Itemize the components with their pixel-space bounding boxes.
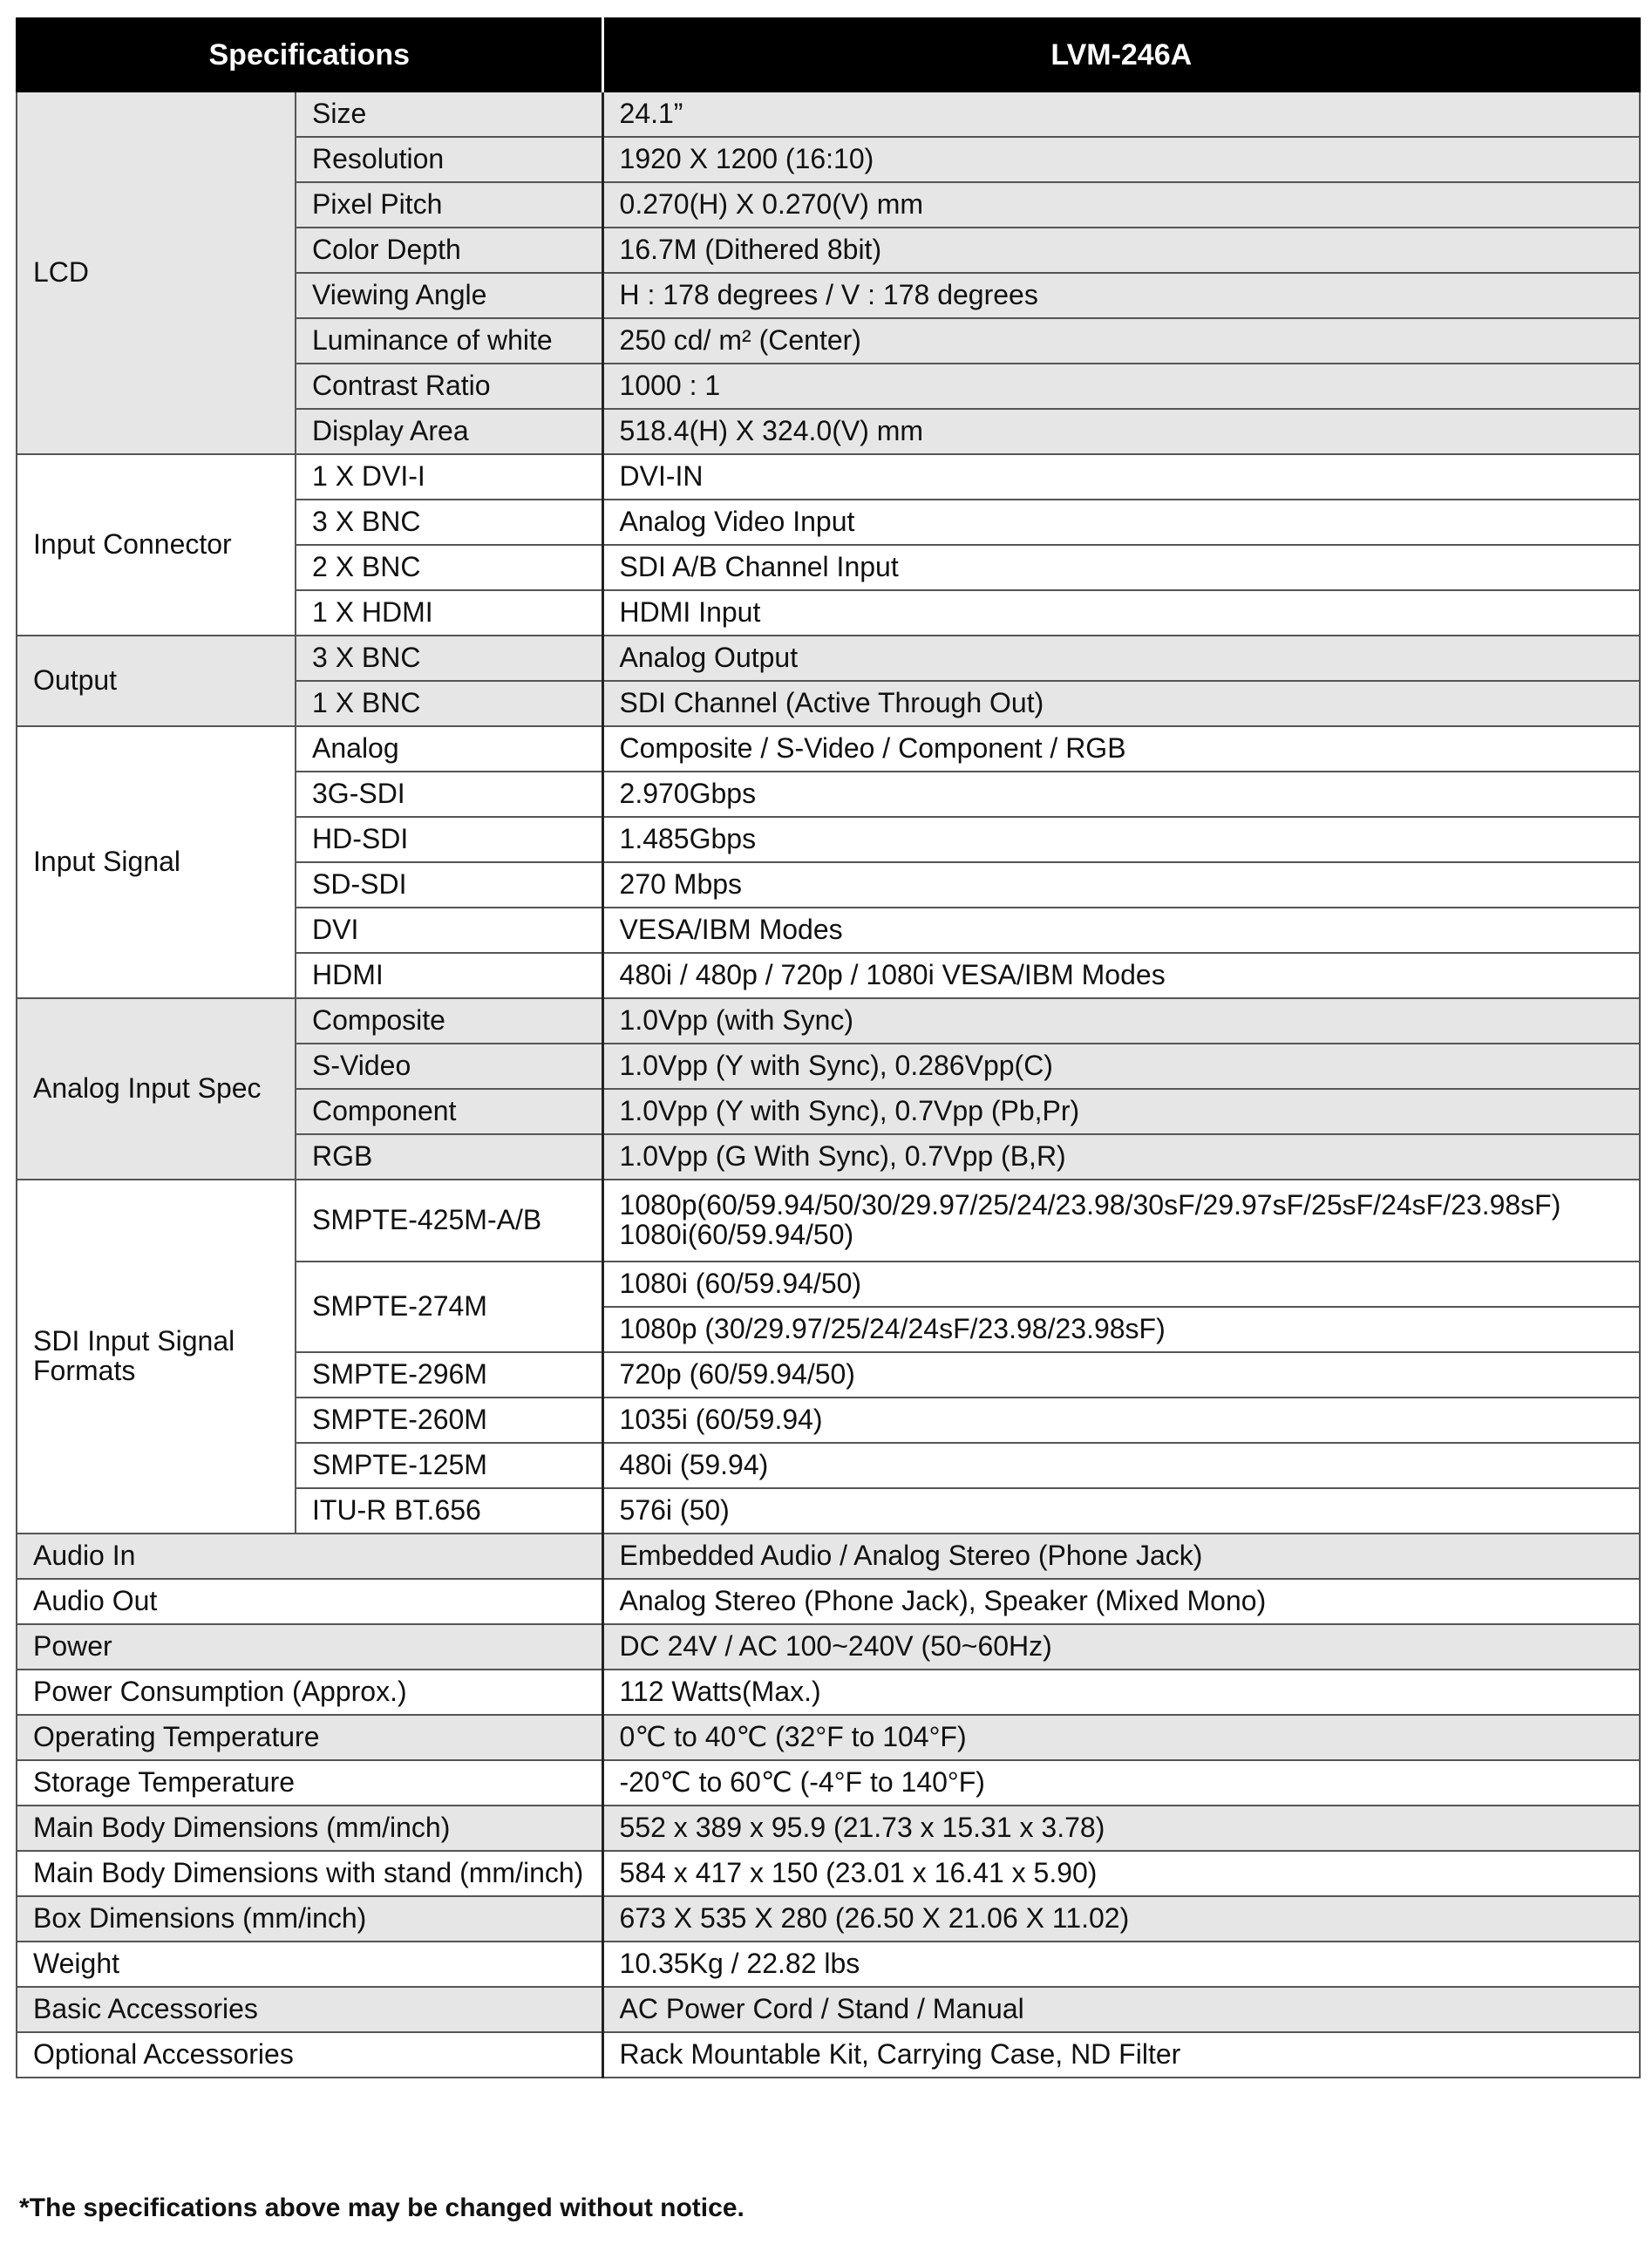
row-label: Storage Temperature <box>17 1760 602 1806</box>
row-value: 1080p (30/29.97/25/24/24sF/23.98/23.98sF) <box>602 1307 1640 1352</box>
row-label: Main Body Dimensions (mm/inch) <box>17 1806 602 1851</box>
row-label: HD-SDI <box>296 817 602 862</box>
table-row <box>17 92 1640 137</box>
row-label: Resolution <box>296 137 602 182</box>
row-value: VESA/IBM Modes <box>602 908 1640 953</box>
row-value: 270 Mbps <box>602 862 1640 908</box>
row-label: SMPTE-296M <box>296 1352 602 1398</box>
header-row <box>17 18 1640 92</box>
table-row <box>17 1534 1640 1579</box>
row-label: Audio In <box>17 1534 602 1579</box>
row-label: 3 X BNC <box>296 500 602 545</box>
row-label: 1 X DVI-I <box>296 454 602 500</box>
row-label: Contrast Ratio <box>296 364 602 409</box>
table-row <box>17 998 1640 1044</box>
row-label: Operating Temperature <box>17 1715 602 1760</box>
row-label: Power Consumption (Approx.) <box>17 1670 602 1715</box>
header-model: LVM-246A <box>602 18 1640 92</box>
row-value: 0.270(H) X 0.270(V) mm <box>602 182 1640 228</box>
row-value: 576i (50) <box>602 1488 1640 1534</box>
row-label: 3 X BNC <box>296 636 602 681</box>
group-label: Analog Input Spec <box>17 998 296 1180</box>
row-value: 1.0Vpp (G With Sync), 0.7Vpp (B,R) <box>602 1134 1640 1180</box>
row-value: 1.0Vpp (with Sync) <box>602 998 1640 1044</box>
group-sdi-formats: SDI Input Signal Formats <box>17 1180 296 1534</box>
table-row <box>17 1180 1640 1262</box>
table-row <box>17 1806 1640 1851</box>
row-label: SMPTE-260M <box>296 1398 602 1443</box>
table-row <box>17 636 1640 681</box>
row-label: Pixel Pitch <box>296 182 602 228</box>
row-value: Rack Mountable Kit, Carrying Case, ND Filter <box>602 2032 1640 2078</box>
row-label: Color Depth <box>296 228 602 273</box>
table-row <box>17 1896 1640 1942</box>
row-value: 16.7M (Dithered 8bit) <box>602 228 1640 273</box>
row-label: Viewing Angle <box>296 273 602 318</box>
row-value: 1.485Gbps <box>602 817 1640 862</box>
row-value: 0℃ to 40℃ (32°F to 104°F) <box>602 1715 1640 1760</box>
row-value: DC 24V / AC 100~240V (50~60Hz) <box>602 1624 1640 1670</box>
row-label: Power <box>17 1624 602 1670</box>
row-value: 518.4(H) X 324.0(V) mm <box>602 409 1640 454</box>
row-value: 673 X 535 X 280 (26.50 X 21.06 X 11.02) <box>602 1896 1640 1942</box>
spec-body <box>17 92 1640 2078</box>
row-label: Basic Accessories <box>17 1987 602 2032</box>
row-value: 1.0Vpp (Y with Sync), 0.7Vpp (Pb,Pr) <box>602 1089 1640 1134</box>
row-label: Luminance of white <box>296 318 602 364</box>
row-label: SMPTE-274M <box>296 1262 602 1352</box>
row-label: HDMI <box>296 953 602 998</box>
table-row <box>17 1942 1640 1987</box>
spec-table <box>16 17 1641 2078</box>
row-label: SD-SDI <box>296 862 602 908</box>
table-row <box>17 1715 1640 1760</box>
row-label: SMPTE-125M <box>296 1443 602 1488</box>
row-value: 250 cd/ m² (Center) <box>602 318 1640 364</box>
row-label: Weight <box>17 1942 602 1987</box>
group-label: Output <box>17 636 296 726</box>
row-label: DVI <box>296 908 602 953</box>
row-value: 112 Watts(Max.) <box>602 1670 1640 1715</box>
row-value: DVI-IN <box>602 454 1640 500</box>
row-label: ITU-R BT.656 <box>296 1488 602 1534</box>
table-row <box>17 1670 1640 1715</box>
row-label: Main Body Dimensions with stand (mm/inch) <box>17 1851 602 1896</box>
table-row <box>17 1624 1640 1670</box>
group-label: Input Signal <box>17 726 296 998</box>
row-value: 1.0Vpp (Y with Sync), 0.286Vpp(C) <box>602 1044 1640 1089</box>
header-specifications: Specifications <box>17 18 602 92</box>
row-label: RGB <box>296 1134 602 1180</box>
row-value: SDI Channel (Active Through Out) <box>602 681 1640 726</box>
footnote: *The specifications above may be changed without notice. <box>19 2193 744 2222</box>
row-value: -20℃ to 60℃ (-4°F to 140°F) <box>602 1760 1640 1806</box>
table-row <box>17 1987 1640 2032</box>
table-row <box>17 1579 1640 1624</box>
row-value: AC Power Cord / Stand / Manual <box>602 1987 1640 2032</box>
row-value: H : 178 degrees / V : 178 degrees <box>602 273 1640 318</box>
row-value: 2.970Gbps <box>602 772 1640 817</box>
row-value: 10.35Kg / 22.82 lbs <box>602 1942 1640 1987</box>
row-value: 1920 X 1200 (16:10) <box>602 137 1640 182</box>
row-value: 584 x 417 x 150 (23.01 x 16.41 x 5.90) <box>602 1851 1640 1896</box>
row-label: Size <box>296 92 602 137</box>
row-label: Component <box>296 1089 602 1134</box>
row-label: 1 X HDMI <box>296 590 602 636</box>
row-label: Audio Out <box>17 1579 602 1624</box>
row-value: SDI A/B Channel Input <box>602 545 1640 590</box>
row-label: 2 X BNC <box>296 545 602 590</box>
row-value: 480i (59.94) <box>602 1443 1640 1488</box>
row-label: 3G-SDI <box>296 772 602 817</box>
row-label: SMPTE-425M-A/B <box>296 1180 602 1262</box>
row-value: 720p (60/59.94/50) <box>602 1352 1640 1398</box>
row-value: 1080p(60/59.94/50/30/29.97/25/24/23.98/30sF/29.97sF/25sF/24sF/23.98sF) 1080i(60/59.94/50) <box>602 1180 1640 1262</box>
row-value: HDMI Input <box>602 590 1640 636</box>
row-value: 552 x 389 x 95.9 (21.73 x 15.31 x 3.78) <box>602 1806 1640 1851</box>
group-label: Input Connector <box>17 454 296 636</box>
row-value: 24.1” <box>602 92 1640 137</box>
row-value: 480i / 480p / 720p / 1080i VESA/IBM Modes <box>602 953 1640 998</box>
row-label: S-Video <box>296 1044 602 1089</box>
row-value: Analog Output <box>602 636 1640 681</box>
row-value: Composite / S-Video / Component / RGB <box>602 726 1640 772</box>
row-value: Embedded Audio / Analog Stereo (Phone Jack) <box>602 1534 1640 1579</box>
row-label: Composite <box>296 998 602 1044</box>
row-value: 1080i (60/59.94/50) <box>602 1262 1640 1307</box>
row-value: 1035i (60/59.94) <box>602 1398 1640 1443</box>
row-label: 1 X BNC <box>296 681 602 726</box>
row-value: 1000 : 1 <box>602 364 1640 409</box>
row-label: Box Dimensions (mm/inch) <box>17 1896 602 1942</box>
table-row <box>17 726 1640 772</box>
row-label: Display Area <box>296 409 602 454</box>
row-value: Analog Stereo (Phone Jack), Speaker (Mixed Mono) <box>602 1579 1640 1624</box>
row-value: Analog Video Input <box>602 500 1640 545</box>
table-row <box>17 2032 1640 2078</box>
table-row <box>17 1851 1640 1896</box>
row-label: Analog <box>296 726 602 772</box>
group-label: LCD <box>17 92 296 454</box>
table-row <box>17 454 1640 500</box>
table-row <box>17 1760 1640 1806</box>
row-label: Optional Accessories <box>17 2032 602 2078</box>
